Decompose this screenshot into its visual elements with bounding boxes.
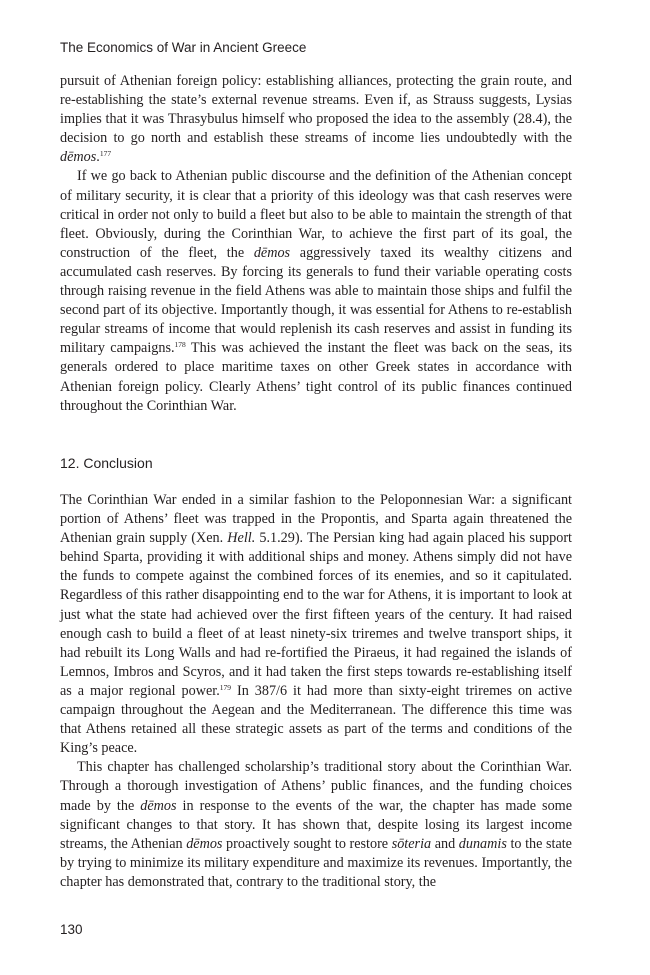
italic-term: dēmos: [140, 797, 177, 814]
paragraph-3: [60, 491, 572, 758]
italic-term: Hell.: [227, 530, 256, 547]
text-run: This chapter has challenged scholarship’s traditional story about the Corinthian War. Through a thorough investigation of Athens’ public finances, and the funding choices made by the: [60, 759, 572, 814]
text-run: The Corinthian War ended in a similar fashion to the Peloponnesian War: a significant portion of Athens’ fleet was trapped in the Propontis, and Sparta again threatened the Athenian grain supply (Xen.: [60, 492, 572, 547]
text-run: 5.1.29). The Persian king had again placed his support behind Sparta, providing it with additional ships and money. Athens simply did not have the funds to compete against the combined forces of its enemies, and so it capitulated. Regardless of this rather disappointing end to the war for Athens, it is important to look at just what the state had achieved over the first fifteen years of the century. It had raised enough cash to build a fleet of at least ninety-six triremes and twelve transport ships, it had rebuilt its Long Walls and had re-fortified the Piraeus, it had regained the islands of Lemnos, Imbros and Scyros, and it had taken the first steps towards re-establishing itself as a major regional power.: [60, 530, 572, 699]
text-run: pursuit of Athenian foreign policy: establishing alliances, protecting the grain route, and re-establishing the state’s external revenue streams. Even if, as Strauss suggests, Lysias implies that it was Thrasybulus himself who proposed the idea to the assembly (28.4), the decision to go north and establish these streams of income lies undoubtedly with the: [60, 73, 572, 147]
footnote-ref-178[interactable]: 178: [174, 340, 186, 350]
paragraph-4: [60, 758, 572, 892]
italic-term: dunamis: [458, 835, 507, 852]
text-run: .: [96, 149, 100, 166]
footnote-ref-177[interactable]: 177: [99, 149, 112, 159]
text-run: In 387/6 it had more than sixty-eight triremes on active campaign throughout the Aegean and the Mediterranean. The difference this time was that Athens retained all these strategic assets as part of the terms and conditions of the King’s peace.: [60, 682, 572, 757]
paragraph-2: [60, 167, 572, 415]
running-head: The Economics of War in Ancient Greece: [60, 40, 307, 55]
text-run: in response to the events of the war, the chapter has made some significant changes to that story. It has shown that, despite losing its largest income streams, the Athenian: [60, 797, 572, 852]
body-text-conclusion: [60, 491, 572, 892]
text-run: to the state by trying to minimize its military expenditure and maximize its revenues. Importantly, the chapter has demonstrated that, contrary to the traditional story, the: [60, 835, 572, 890]
italic-term: sōteria: [391, 835, 432, 852]
text-run: proactively sought to restore: [222, 835, 392, 852]
text-run: This was achieved the instant the fleet was back on the seas, its generals ordered to place maritime taxes on other Greek states in accordance with Athenian foreign policy. Clearly Athens’ tight control of its public finances continued throughout the Corinthian War.: [60, 340, 572, 414]
italic-term: dēmos: [253, 244, 291, 261]
text-run: aggressively taxed its wealthy citizens and accumulated cash reserves. By forcing its generals to fund their variable operating costs through raising revenue in the field Athens was able to maintain those ships and fulfil the second part of its objective. Importantly though, it was essential for Athens to re-establish regular streams of income that would replenish its cash reserves and assist in funding its military campaigns.: [60, 244, 572, 357]
body-text-top: [60, 72, 572, 416]
text-run: If we go back to Athenian public discourse and the definition of the Athenian concept of military security, it is clear that a priority of this ideology was that cash reserves were critical in order not only to build a fleet but also to be able to maintain the strength of that fleet. Obviously, during the Corinthian War, to achieve the first part of its goal, the construction of the fleet, the: [60, 168, 572, 261]
page-number: 130: [60, 922, 83, 937]
italic-term: dēmos: [60, 149, 97, 166]
section-heading: 12. Conclusion: [60, 455, 153, 471]
footnote-ref-179[interactable]: 179: [219, 682, 232, 692]
text-run: and: [431, 835, 459, 852]
paragraph-1: [60, 72, 572, 167]
italic-term: dēmos: [186, 835, 223, 852]
